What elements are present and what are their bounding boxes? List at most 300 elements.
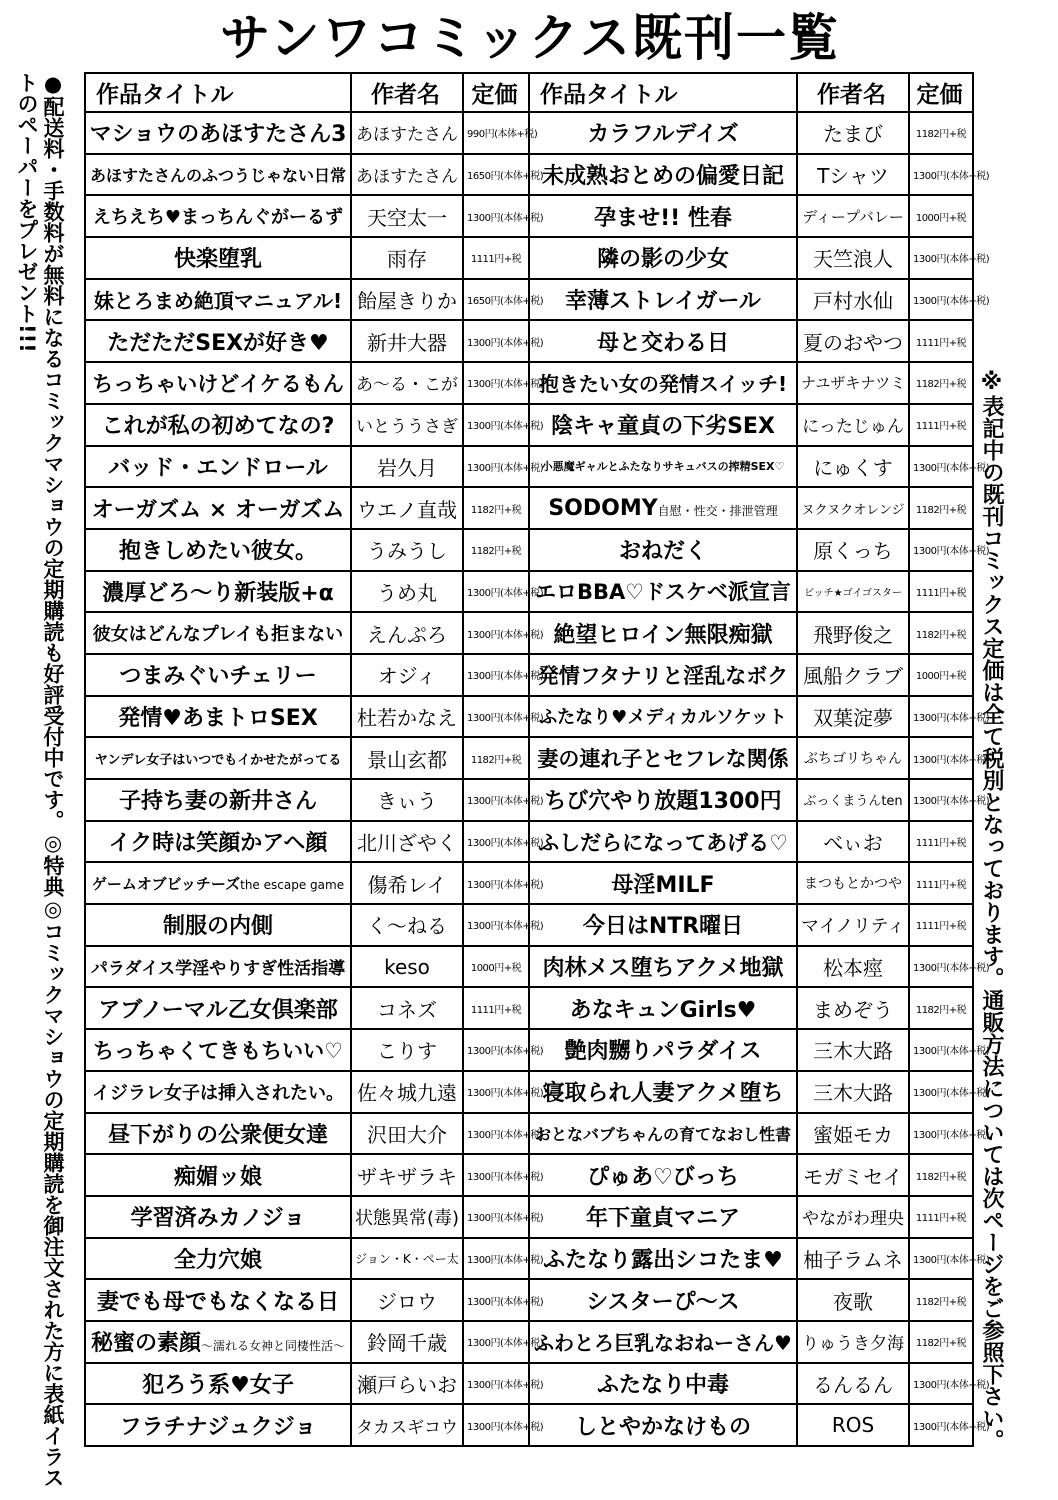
book-price xyxy=(463,862,544,904)
book-title xyxy=(85,821,351,863)
book-price xyxy=(463,821,544,863)
book-title xyxy=(529,154,797,196)
book-price-text: 1650円(本体+税) xyxy=(467,296,544,308)
book-title xyxy=(529,1029,797,1071)
book-price-text: 1182円+税 xyxy=(470,754,522,766)
book-price xyxy=(909,154,990,196)
book-title-text: 濃厚どろ〜り新装版+α xyxy=(102,580,334,606)
book-title xyxy=(85,737,351,779)
page-title: サンワコミックス既刊一覧 xyxy=(220,9,840,67)
book-title-text: 全力穴娘 xyxy=(173,1247,262,1273)
book-price xyxy=(909,654,973,696)
book-price-text: 1182円+税 xyxy=(470,504,522,516)
book-author xyxy=(351,737,463,779)
book-author xyxy=(351,1071,463,1113)
book-title xyxy=(529,987,797,1029)
book-author-text: 柚子ラムネ xyxy=(803,1247,903,1272)
book-author xyxy=(797,487,909,529)
book-price-text: 1300円(本体+税) xyxy=(913,296,990,308)
book-price-text: 1300円(本体+税) xyxy=(467,1129,544,1141)
book-title xyxy=(85,987,351,1029)
book-author-text: 飴屋きりか xyxy=(357,289,457,314)
book-price xyxy=(909,1154,973,1196)
book-price-text: 1300円(本体+税) xyxy=(913,963,990,975)
book-title xyxy=(529,1363,797,1405)
book-price-text: 1182円+税 xyxy=(915,129,967,141)
table-row xyxy=(85,946,973,988)
book-author xyxy=(797,1113,909,1155)
book-price xyxy=(463,362,544,404)
book-author-text: たまび xyxy=(823,122,883,147)
book-title xyxy=(529,404,797,446)
book-price-text: 1300円(本体+税) xyxy=(467,1171,544,1183)
book-author-text: あ〜る・こが xyxy=(356,375,458,396)
book-price xyxy=(909,946,990,988)
book-price xyxy=(909,987,973,1029)
book-author-text: 夏のおやつ xyxy=(803,330,903,355)
book-author xyxy=(797,1321,909,1363)
book-author-text: ジョン・K・ペー太 xyxy=(355,1251,459,1266)
book-author-text: コネズ xyxy=(377,997,437,1022)
book-author-text: こりす xyxy=(377,1039,437,1064)
book-title xyxy=(529,696,797,738)
book-author xyxy=(351,1279,463,1321)
book-price-text: 1300円(本体+税) xyxy=(467,921,544,933)
book-price xyxy=(463,1279,544,1321)
book-author xyxy=(797,862,909,904)
book-price-text: 1300円(本体+税) xyxy=(467,421,544,433)
book-title-text: ゲームオブビッチーズ xyxy=(91,874,241,893)
book-title-text: 秘蜜の素顔 xyxy=(90,1331,201,1357)
book-price-text: 1300円(本体+税) xyxy=(467,796,544,808)
book-price-text: 1111円+税 xyxy=(915,921,967,933)
book-price xyxy=(463,654,544,696)
book-title xyxy=(85,1363,351,1405)
book-author-text: あほすたさん xyxy=(356,125,458,146)
book-subtitle: 〜濡れる女神と同棲性活〜 xyxy=(201,1339,346,1354)
book-title-text: ふたなり♥メディカルソケット xyxy=(539,707,787,729)
book-price xyxy=(463,237,529,279)
book-price-text: 1182円+税 xyxy=(915,379,967,391)
book-title xyxy=(529,1196,797,1238)
table-row xyxy=(85,1113,973,1155)
book-author xyxy=(351,404,463,446)
book-author-text: 蜜姫モカ xyxy=(813,1122,893,1147)
book-author xyxy=(797,446,909,488)
book-title xyxy=(529,362,797,404)
book-subtitle: the escape game xyxy=(240,877,345,892)
book-price xyxy=(463,1404,544,1446)
book-price xyxy=(463,1196,544,1238)
book-title-text: 母と交わる日 xyxy=(596,330,729,356)
book-author-text: マイノリティ xyxy=(801,915,906,937)
book-author-text: やながわ理央 xyxy=(802,1209,904,1230)
book-price-text: 1111円+税 xyxy=(470,1004,522,1016)
book-price-text: 1300円(本体+税) xyxy=(467,1296,544,1308)
book-price-text: 1000円+税 xyxy=(915,212,967,224)
book-title xyxy=(85,1279,351,1321)
book-author xyxy=(797,737,909,779)
book-price-text: 1300円(本体+税) xyxy=(467,1213,544,1225)
table-row xyxy=(85,279,973,321)
table-row xyxy=(85,487,973,529)
book-price xyxy=(463,195,544,237)
book-price-text: 1182円+税 xyxy=(915,1338,967,1350)
book-price xyxy=(463,737,529,779)
table-row xyxy=(85,571,973,613)
book-author xyxy=(797,279,909,321)
book-price xyxy=(909,529,990,571)
book-title-text: 今日はNTR曜日 xyxy=(582,914,744,940)
book-title xyxy=(85,195,351,237)
table-row xyxy=(85,1071,973,1113)
book-author-text: いとううさぎ xyxy=(356,417,458,438)
book-author xyxy=(351,612,463,654)
book-title xyxy=(529,821,797,863)
book-title xyxy=(529,654,797,696)
book-title-text: 学習済みカノジョ xyxy=(130,1206,306,1232)
table-row xyxy=(85,1154,973,1196)
book-author xyxy=(797,404,909,446)
book-author xyxy=(351,1154,463,1196)
book-price-text: 1300円(本体+税) xyxy=(467,1046,544,1058)
book-price-text: 1300円(本体+税) xyxy=(467,1088,544,1100)
book-title-text: 艶肉嬲りパラダイス xyxy=(564,1039,762,1065)
header-title: 作品タイトル xyxy=(529,73,797,112)
book-title-text: SODOMY xyxy=(548,495,658,521)
book-price xyxy=(909,1279,973,1321)
book-price xyxy=(463,696,544,738)
book-title xyxy=(85,1113,351,1155)
book-title-text: 幸薄ストレイガール xyxy=(565,289,761,315)
book-price-text: 1300円(本体+税) xyxy=(913,754,990,766)
table-row xyxy=(85,654,973,696)
book-title-text: ぴゅあ♡びっち xyxy=(587,1164,739,1190)
book-author xyxy=(797,904,909,946)
book-title-text: イジラレ女子は挿入されたい。 xyxy=(92,1082,344,1104)
book-author-text: ディープバレー xyxy=(802,207,904,226)
book-author-text: モガミセイ xyxy=(803,1164,903,1189)
book-author xyxy=(797,1029,909,1071)
book-title xyxy=(529,1404,797,1446)
book-author-text: 杜若かなえ xyxy=(357,705,457,730)
book-price-text: 1300円(本体+税) xyxy=(913,712,990,724)
book-author xyxy=(351,320,463,362)
book-title-text: バッド・エンドロール xyxy=(108,455,328,481)
book-title-text: アブノーマル乙女倶楽部 xyxy=(98,997,338,1023)
book-title-text: オーガズム × オーガズム xyxy=(91,497,345,523)
book-author-text: ぶちゴリちゃん xyxy=(804,751,902,768)
book-title xyxy=(85,1196,351,1238)
book-price xyxy=(909,112,973,154)
book-price xyxy=(909,612,973,654)
book-title xyxy=(529,1154,797,1196)
table-row xyxy=(85,404,973,446)
book-author-text: ROS xyxy=(831,1413,875,1438)
book-price xyxy=(909,1363,990,1405)
table-row xyxy=(85,779,973,821)
book-author xyxy=(351,1113,463,1155)
book-title-text: シスターぴ〜ス xyxy=(586,1289,740,1315)
table-row xyxy=(85,987,973,1029)
book-author xyxy=(797,1196,909,1238)
table-row xyxy=(85,1321,973,1363)
catalog-table xyxy=(84,72,990,1447)
header-price: 定価 xyxy=(909,73,973,112)
book-title xyxy=(529,1113,797,1155)
book-author xyxy=(797,1154,909,1196)
book-author xyxy=(351,487,463,529)
book-title-text: ヤンデレ女子はいつでもイかせたがってる xyxy=(94,752,342,768)
book-title-text: 制服の内側 xyxy=(162,914,273,940)
book-price xyxy=(909,696,990,738)
book-price-text: 1182円+税 xyxy=(915,504,967,516)
book-price xyxy=(909,320,973,362)
book-title-text: イク時は笑顔かアヘ顔 xyxy=(108,831,328,857)
book-price-text: 1111円+税 xyxy=(915,337,967,349)
book-title xyxy=(85,1321,351,1363)
book-title-text: カラフルデイズ xyxy=(587,122,739,148)
book-price xyxy=(909,237,990,279)
book-title-text: ふしだらになってあげる♡ xyxy=(538,830,788,855)
book-author-text: keso xyxy=(384,954,430,979)
book-title-text: 孕ませ!! 性春 xyxy=(594,205,732,231)
book-author-text: ヌクヌクオレンジ xyxy=(801,502,905,518)
book-price xyxy=(909,571,973,613)
book-author xyxy=(797,320,909,362)
book-author-text: 沢田大介 xyxy=(367,1122,447,1147)
book-author xyxy=(351,279,463,321)
book-price-text: 1300円(本体+税) xyxy=(913,1088,990,1100)
book-title-text: ふたなり露出シコたま♥ xyxy=(543,1247,783,1273)
book-price xyxy=(909,1321,973,1363)
book-title-text: ちっちゃくてきもちいい♡ xyxy=(93,1038,343,1063)
book-author-text: るんるん xyxy=(813,1372,893,1397)
book-author xyxy=(351,946,463,988)
book-price xyxy=(909,279,990,321)
book-price xyxy=(909,1196,973,1238)
book-price xyxy=(463,529,529,571)
book-author-text: 天空太一 xyxy=(367,205,447,230)
book-author xyxy=(351,987,463,1029)
book-title xyxy=(85,904,351,946)
header-title: 作品タイトル xyxy=(85,73,351,112)
book-author xyxy=(797,1404,909,1446)
book-price xyxy=(909,904,973,946)
book-price xyxy=(463,779,544,821)
book-title-text: パラダイス学淫やりすぎ性活指導 xyxy=(90,959,346,980)
book-title xyxy=(529,1279,797,1321)
book-title xyxy=(85,112,351,154)
book-author-text: ナユザキナツミ xyxy=(801,374,906,393)
book-title-text: おねだく xyxy=(618,539,707,565)
book-author-text: うめ丸 xyxy=(377,580,437,605)
book-author-text: 雨存 xyxy=(387,247,427,272)
book-author-text: ビッチ★ゴイゴスター xyxy=(804,587,902,599)
table-row xyxy=(85,737,973,779)
book-title xyxy=(85,154,351,196)
book-title xyxy=(529,1071,797,1113)
book-price xyxy=(909,737,990,779)
book-author-text: 双葉淀夢 xyxy=(813,705,893,730)
book-price-text: 1300円(本体+税) xyxy=(467,1421,544,1433)
book-title xyxy=(85,1238,351,1280)
book-price-text: 1300円(本体+税) xyxy=(467,838,544,850)
book-author-text: オジィ xyxy=(377,664,437,689)
book-author xyxy=(797,987,909,1029)
book-author xyxy=(797,112,909,154)
price-note: ※表記中の既刊コミックス定価は全て税別となっております。通販方法については次ページをご参照下さい。 xyxy=(979,370,1004,1451)
book-title-text: ちっちゃいけどイケるもん xyxy=(92,371,344,396)
book-author xyxy=(351,154,463,196)
book-author-text: 瀬戸らいお xyxy=(357,1372,457,1397)
book-author xyxy=(351,1321,463,1363)
book-title xyxy=(529,320,797,362)
book-price xyxy=(909,404,973,446)
book-title xyxy=(85,696,351,738)
book-author-text: まつもとかつや xyxy=(804,876,902,893)
book-price xyxy=(463,571,544,613)
book-price xyxy=(909,1029,990,1071)
book-author-text: 夜歌 xyxy=(833,1289,873,1314)
book-price-text: 1182円+税 xyxy=(915,629,967,641)
book-price-text: 1182円+税 xyxy=(915,1171,967,1183)
header-price: 定価 xyxy=(463,73,529,112)
book-price-text: 1300円(本体+税) xyxy=(467,879,544,891)
book-title xyxy=(529,195,797,237)
table-row xyxy=(85,446,973,488)
book-author-text: 天竺浪人 xyxy=(813,247,893,272)
book-price xyxy=(463,112,538,154)
book-title xyxy=(529,279,797,321)
book-author xyxy=(797,654,909,696)
book-price-text: 1000円+税 xyxy=(470,963,522,975)
book-title-text: 発情フタナリと淫乱なボク xyxy=(537,663,789,688)
book-price-text: 1300円(本体+税) xyxy=(913,1046,990,1058)
book-author-text: ジロウ xyxy=(377,1289,437,1314)
book-author-text: 北川ざやく xyxy=(357,831,457,856)
catalog-body xyxy=(85,112,990,1446)
book-title xyxy=(85,612,351,654)
book-title xyxy=(529,862,797,904)
book-author-text: 鈴岡千歳 xyxy=(367,1331,447,1356)
book-price-text: 1300円(本体+税) xyxy=(913,171,990,183)
book-title xyxy=(529,904,797,946)
book-author xyxy=(797,154,909,196)
book-price-text: 1300円(本体+税) xyxy=(913,1421,990,1433)
book-title-text: えちえち♥まっちんぐがーるず xyxy=(92,207,344,229)
header-author: 作者名 xyxy=(797,73,909,112)
book-author-text: あほすたさん xyxy=(356,167,458,188)
subscription-note: ●配送料・手数料が無料になるコミックマショウの定期購読も好評受付中です。◎特典◎コミックマショウの定期購読を御注文された方に表紙イラストのペーパーをプレゼント!!! xyxy=(15,72,65,1488)
book-title xyxy=(85,571,351,613)
book-author-text: 新井大器 xyxy=(367,330,447,355)
table-row xyxy=(85,529,973,571)
book-price xyxy=(463,1113,544,1155)
book-price xyxy=(463,1238,544,1280)
book-price xyxy=(463,946,529,988)
book-title xyxy=(529,737,797,779)
book-price xyxy=(463,1029,544,1071)
book-author-text: きぃう xyxy=(377,789,437,814)
table-row xyxy=(85,696,973,738)
book-title xyxy=(85,404,351,446)
book-title-text: フラチナジュクジョ xyxy=(119,1414,317,1440)
book-price-text: 1111円+税 xyxy=(470,254,522,266)
table-row xyxy=(85,1029,973,1071)
book-title-text: ただただSEXが好き♥ xyxy=(107,330,329,356)
table-row xyxy=(85,237,973,279)
book-title xyxy=(85,487,351,529)
book-author xyxy=(351,779,463,821)
book-price-text: 1300円(本体+税) xyxy=(467,379,544,391)
book-title-text: 母淫MILF xyxy=(611,872,715,898)
book-author xyxy=(797,237,909,279)
book-author xyxy=(797,612,909,654)
book-subtitle: 自慰・性交・排泄管理 xyxy=(657,503,778,518)
book-price-text: 1000円+税 xyxy=(915,671,967,683)
book-author-text: タカスギコウ xyxy=(356,1417,458,1438)
book-title-text: 寝取られ人妻アクメ堕ち xyxy=(542,1081,784,1107)
book-price-text: 1300円(本体+税) xyxy=(913,546,990,558)
book-price-text: 1300円(本体+税) xyxy=(467,587,544,599)
book-title-text: 小悪魔ギャルとふたなりサキュバスの搾精SEX♡ xyxy=(541,460,785,474)
book-price xyxy=(909,821,973,863)
book-price-text: 1300円(本体+税) xyxy=(467,212,544,224)
book-title xyxy=(529,112,797,154)
book-price-text: 1300円(本体+税) xyxy=(913,1254,990,1266)
book-price-text: 1300円(本体+税) xyxy=(467,337,544,349)
book-title-text: 絶望ヒロイン無限痴獄 xyxy=(553,622,773,648)
book-author xyxy=(797,529,909,571)
book-price-text: 1300円(本体+税) xyxy=(467,462,544,474)
book-title xyxy=(529,446,797,488)
book-author-text: にゅくす xyxy=(813,455,893,480)
book-price xyxy=(909,779,990,821)
book-author xyxy=(797,779,909,821)
book-title-text: 彼女はどんなプレイも拒まない xyxy=(92,624,344,646)
book-price xyxy=(909,1071,990,1113)
book-author-text: 岩久月 xyxy=(377,455,437,480)
book-author xyxy=(797,1071,909,1113)
book-author xyxy=(351,237,463,279)
book-author-text: 飛野俊之 xyxy=(813,622,893,647)
book-author xyxy=(351,904,463,946)
book-title xyxy=(85,1154,351,1196)
table-row xyxy=(85,362,973,404)
table-row xyxy=(85,862,973,904)
book-price-text: 1300円(本体+税) xyxy=(467,671,544,683)
book-author-text: 傷希レイ xyxy=(367,872,447,897)
book-price-text: 1300円(本体+税) xyxy=(467,712,544,724)
book-price-text: 1111円+税 xyxy=(915,587,967,599)
book-author-text: 状態異常(毒) xyxy=(355,1207,460,1229)
book-author-text: 戸村水仙 xyxy=(813,289,893,314)
book-title-text: 子持ち妻の新井さん xyxy=(118,789,317,815)
header-author: 作者名 xyxy=(351,73,463,112)
book-title-text: 肉林メス堕ちアクメ地獄 xyxy=(542,956,784,982)
book-author xyxy=(351,1363,463,1405)
book-price xyxy=(463,154,544,196)
book-price xyxy=(463,446,544,488)
book-author xyxy=(351,112,463,154)
book-title xyxy=(529,237,797,279)
book-author-text: 松本痙 xyxy=(823,956,883,981)
book-author xyxy=(797,946,909,988)
book-price-text: 1300円(本体+税) xyxy=(467,1379,544,1391)
book-title-text: 快楽堕乳 xyxy=(173,247,262,273)
book-author xyxy=(351,1238,463,1280)
